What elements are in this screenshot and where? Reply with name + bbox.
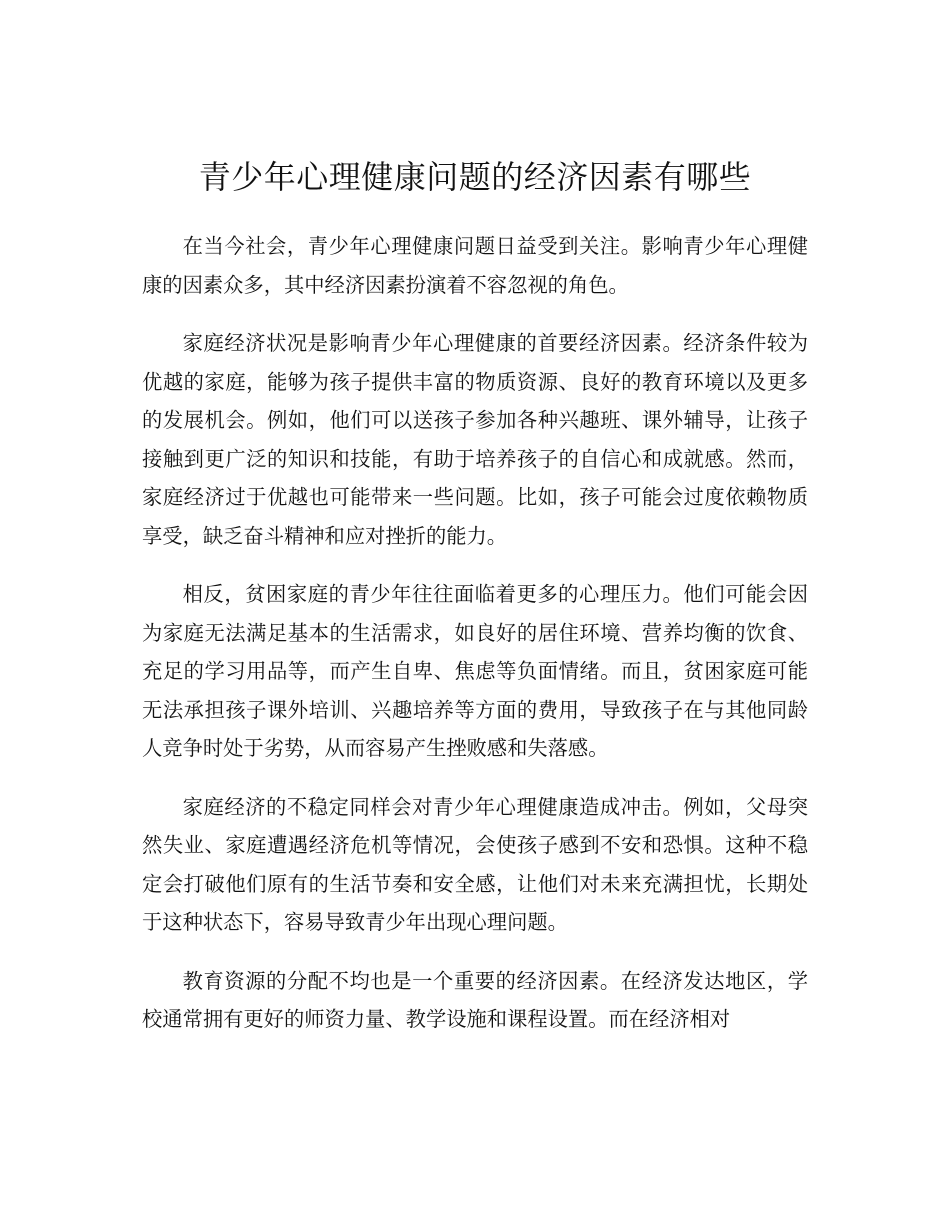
paragraph-education-resources: 教育资源的分配不均也是一个重要的经济因素。在经济发达地区，学校通常拥有更好的师资力量、教学设施和课程设置。而在经济相对 (142, 968, 808, 1031)
paragraph-instability: 家庭经济的不稳定同样会对青少年心理健康造成冲击。例如，父母突然失业、家庭遭遇经济危机等情况，会使孩子感到不安和恐惧。这种不稳定会打破他们原有的生活节奏和安全感，让他们对未来充满担忧，长期处于这种状态下，容易导致青少年出现心理问题。 (142, 794, 808, 934)
paragraph-poverty: 相反，贫困家庭的青少年往往面临着更多的心理压力。他们可能会因为家庭无法满足基本的生活需求，如良好的居住环境、营养均衡的饮食、充足的学习用品等，而产生自卑、焦虑等负面情绪。而且，贫困家庭可能无法承担孩子课外培训、兴趣培养等方面的费用，导致孩子在与其他同龄人竞争时处于劣势，从而容易产生挫败感和失落感。 (142, 582, 808, 760)
document-body (142, 227, 808, 1059)
document-title: 青少年心理健康问题的经济因素有哪些 (198, 158, 752, 196)
paragraph-family-economy: 家庭经济状况是影响青少年心理健康的首要经济因素。经济条件较为优越的家庭，能够为孩子提供丰富的物质资源、良好的教育环境以及更多的发展机会。例如，他们可以送孩子参加各种兴趣班、课外辅导，让孩子接触到更广泛的知识和技能，有助于培养孩子的自信心和成就感。然而，家庭经济过于优越也可能带来一些问题。比如，孩子可能会过度依赖物质享受，缺乏奋斗精神和应对挫折的能力。 (142, 331, 808, 548)
paragraph-intro: 在当今社会，青少年心理健康问题日益受到关注。影响青少年心理健康的因素众多，其中经济因素扮演着不容忽视的角色。 (142, 234, 808, 297)
